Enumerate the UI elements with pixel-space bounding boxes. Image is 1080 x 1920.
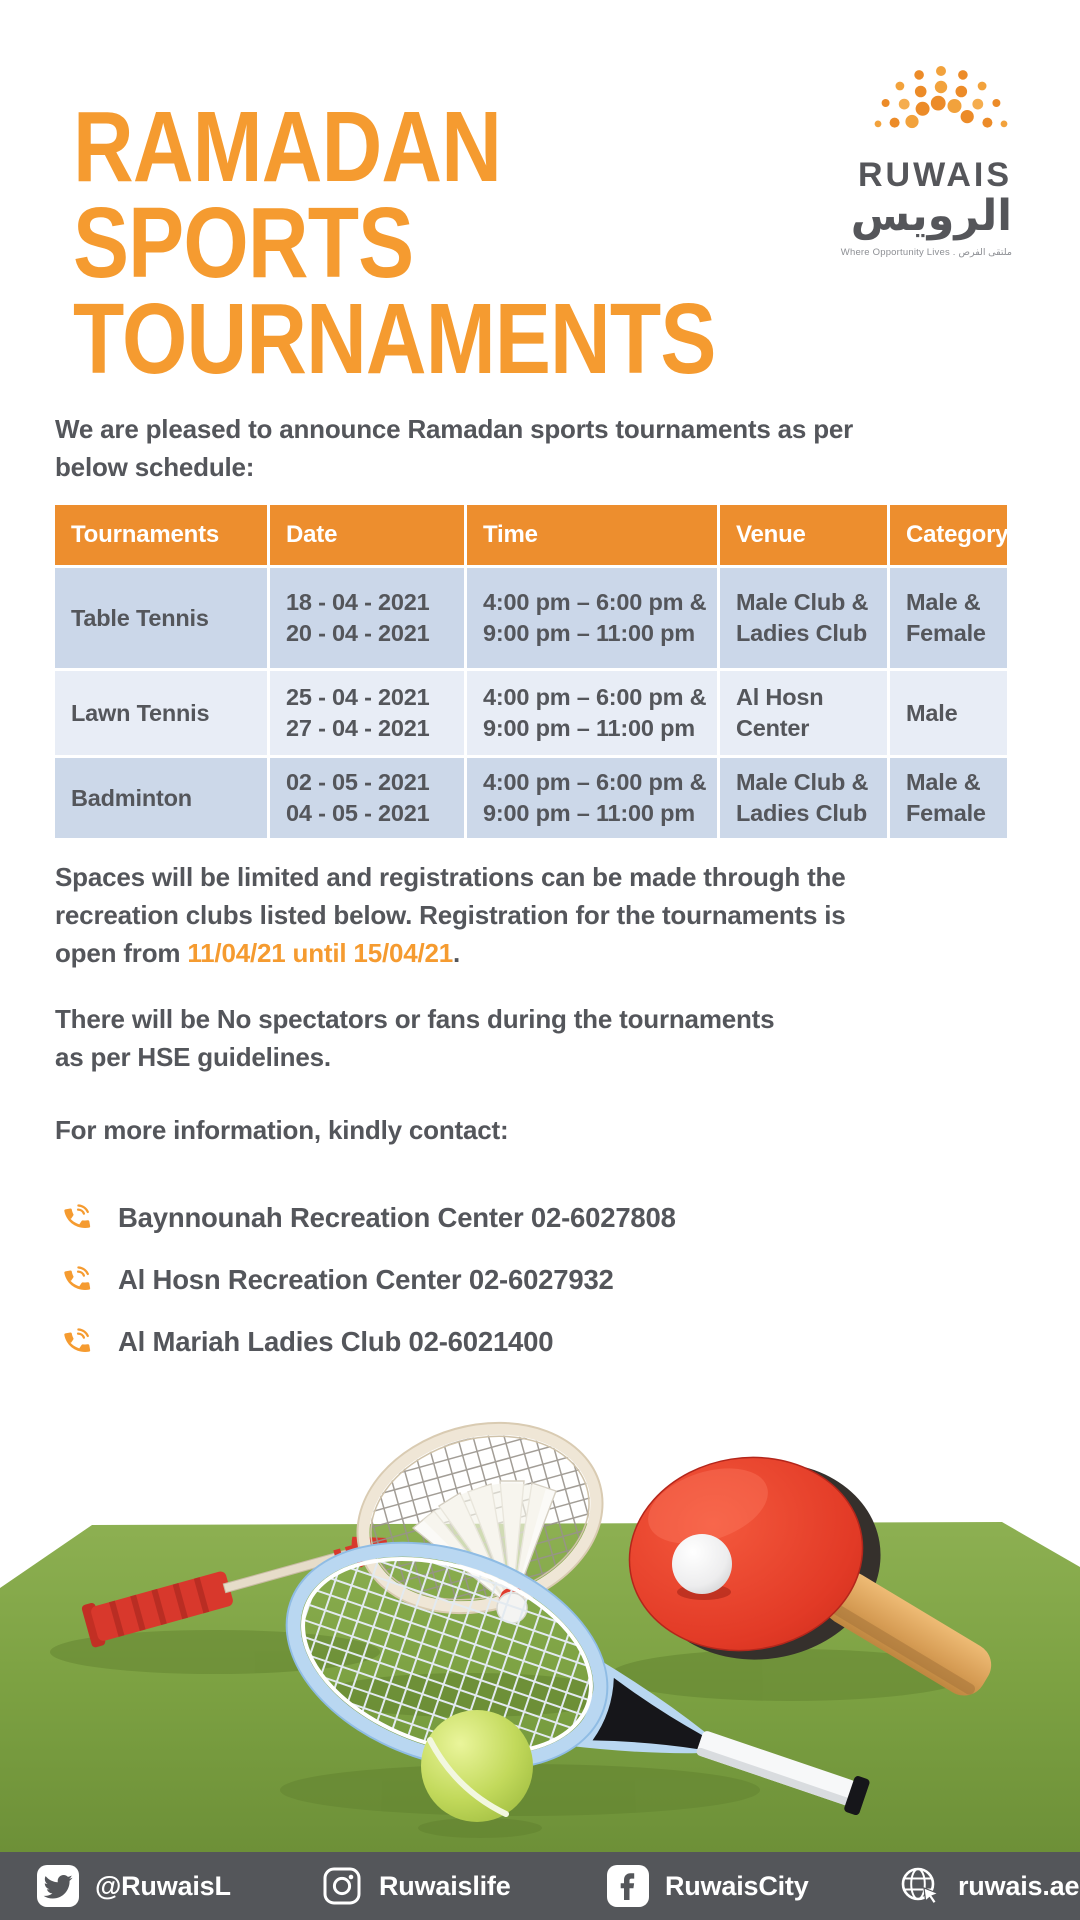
column-header-date: Date: [270, 505, 464, 565]
table-cell-venue: Male Club & Ladies Club: [720, 568, 887, 668]
table-cell-tournament: Table Tennis: [55, 568, 267, 668]
title-line-1: RAMADAN: [73, 91, 502, 203]
table-cell-tournament: Lawn Tennis: [55, 671, 267, 755]
table-cell-date: 25 - 04 - 2021 27 - 04 - 2021: [270, 671, 464, 755]
table-cell-category: Male & Female: [890, 568, 1007, 668]
footer-website[interactable]: [897, 1852, 1079, 1920]
spectators-line: There will be No spectators or fans during the tournaments: [55, 1004, 775, 1034]
spectators-line: as per HSE guidelines.: [55, 1042, 331, 1072]
contact-label: Baynnounah Recreation Center 02-6027808: [118, 1202, 676, 1233]
table-cell-time: 4:00 pm – 6:00 pm & 9:00 pm – 11:00 pm: [467, 671, 717, 755]
column-header-category: Category: [890, 505, 1007, 565]
footer-twitter[interactable]: [36, 1852, 231, 1920]
logo-arabic-wordmark: الرويس: [850, 192, 1012, 240]
table-cell-time: 4:00 pm – 6:00 pm & 9:00 pm – 11:00 pm: [467, 758, 717, 838]
column-header-venue: Venue: [720, 505, 887, 565]
page-title: [73, 91, 716, 395]
title-line-2: SPORTS: [73, 187, 414, 299]
logo-tagline: Where Opportunity Lives . ملتقى الفرص: [840, 247, 1012, 258]
table-cell-date: 18 - 04 - 2021 20 - 04 - 2021: [270, 568, 464, 668]
logo-dots-arch-icon: [871, 55, 1011, 139]
contact-label: Al Hosn Recreation Center 02-6027932: [118, 1264, 614, 1295]
table-cell-time: 4:00 pm – 6:00 pm & 9:00 pm – 11:00 pm: [467, 568, 717, 668]
instagram-icon: [320, 1864, 364, 1908]
twitter-icon: [36, 1864, 80, 1908]
intro-line: We are pleased to announce Ramadan sports tournaments as per: [55, 414, 854, 444]
intro-line: below schedule:: [55, 452, 255, 482]
table-cell-tournament: Badminton: [55, 758, 267, 838]
sports-equipment-illustration: [0, 1140, 1080, 1852]
contact-label: Al Mariah Ladies Club 02-6021400: [118, 1326, 554, 1357]
footer-facebook[interactable]: [606, 1852, 809, 1920]
registration-line: recreation clubs listed below. Registration for the tournaments is: [55, 900, 846, 930]
table-cell-category: Male & Female: [890, 758, 1007, 838]
schedule-table: [55, 505, 1009, 838]
registration-paragraph: [55, 858, 846, 972]
ruwais-logo: [782, 55, 1012, 258]
twitter-handle: @RuwaisL: [95, 1870, 231, 1901]
globe-icon: [897, 1863, 943, 1909]
footer-instagram[interactable]: [320, 1852, 511, 1920]
registration-line: Spaces will be limited and registrations can be made through the: [55, 862, 846, 892]
intro-paragraph: [55, 410, 853, 486]
table-cell-category: Male: [890, 671, 1007, 755]
website-url: ruwais.ae: [958, 1870, 1080, 1901]
ping-pong-ball: [672, 1534, 732, 1594]
facebook-icon: [606, 1864, 650, 1908]
spectators-paragraph: [55, 1000, 774, 1076]
social-footer: [0, 1852, 1080, 1920]
title-line-3: TOURNAMENTS: [73, 283, 716, 395]
facebook-handle: RuwaisCity: [665, 1870, 809, 1901]
logo-wordmark: RUWAIS: [858, 156, 1012, 194]
cursor-icon: [924, 1888, 938, 1904]
registration-line: open from 11/04/21 until 15/04/21.: [55, 938, 461, 968]
contact-heading: For more information, kindly contact:: [55, 1115, 509, 1145]
table-cell-venue: Al Hosn Center: [720, 671, 887, 755]
column-header-time: Time: [467, 505, 717, 565]
column-header-tournaments: Tournaments: [55, 505, 267, 565]
table-cell-venue: Male Club & Ladies Club: [720, 758, 887, 838]
registration-dates-highlight: 11/04/21 until 15/04/21: [187, 938, 454, 968]
table-cell-date: 02 - 05 - 2021 04 - 05 - 2021: [270, 758, 464, 838]
instagram-handle: Ruwaislife: [379, 1870, 511, 1901]
tennis-ball: [421, 1710, 533, 1822]
